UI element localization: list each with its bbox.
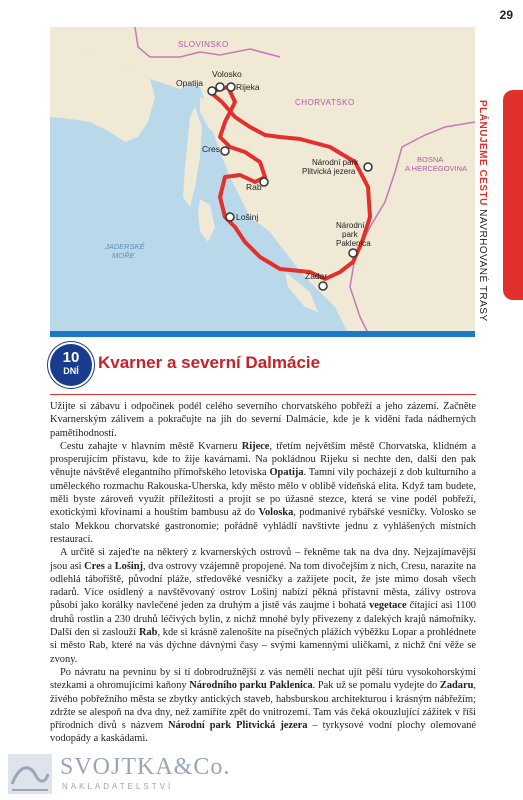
map-label-opatija: Opatija (176, 78, 203, 88)
stop-cres (221, 147, 229, 155)
paragraph-islands: A určitě si zajeďte na některý z kvarnerských ostrovů – řekněme tak na dva dny. Nejzajímavější jsou asi Cres a Lošinj, dva ostrovy vzájemně propojené. Na tom divočejším z nich, Cresu, narazíte na odlehlá tábořiště, původní pláže, středověké vesničky a zažijete pocit, že jste mimo dosah všech radarů. Více osídlený a navštěvovaný ostrov Lošinj nabízí pěkná přístavní města, zálivy ostrova působí jako korálky navlečené jeden za druhým a jistě vás zaujme i bohatá vegetace čítající asi 1100 druhů rostlin a 230 druhů léčivých bylin, z nichž mnohé byly přivezeny z dalekých krajů námořníky. Další den si zaslouží Rab, kde si krásně zalenošíte na písečných plážích výběžku Lopar a prohlédnete si město Rab, které na vás dýchne dávnými časy – svými kamennými uličkami, z nichž ční věže se zvony. (50, 547, 476, 665)
map-label-volosko: Volosko (212, 69, 242, 79)
map-label-zadar: Zadar (305, 271, 328, 281)
map-label-cres: Cres (202, 144, 220, 154)
duration-badge (50, 344, 92, 386)
stop-paklenica (349, 249, 357, 257)
map-label-rab: Rab (246, 182, 262, 192)
map-label-sea-1: JADERSKÉ (105, 242, 145, 251)
map-label-rijeka: Rijeka (236, 82, 260, 92)
route-title: Kvarner a severní Dalmácie (98, 353, 321, 372)
map-label-paklenica-1: Národní (336, 221, 365, 230)
map-edge-strip (50, 331, 475, 337)
map-label-bosnia-1: BOSNA (417, 155, 444, 164)
map-label-slovenia: SLOVINSKO (178, 40, 229, 49)
paragraph-intro: Užijte si zábavu i odpočinek podél celého severního chorvatského pobřeží a jeho zázemí. Začněte Kvarnerským zálivem a pokračujte na jih do severní Dalmácie, kde je k vidění řada nádherných pamětihodností. (50, 401, 476, 439)
publisher-name: SVOJTKA&Co. (60, 754, 231, 780)
map-label-plitvice-2: Plitvická jezera (302, 167, 356, 176)
map-label-sea-2: MOŘE (112, 251, 135, 260)
paragraph-mainland: Po návratu na pevninu by si tí dobrodružnější z vás neměli nechat ujít pěší túru vysokohorskými stezkami a ohromujícími kaňony Národního parku Paklenica. Pak už se pomalu vydejte do Zadaru, živého pobřežního města se zbytky antických staveb, habsburskou architekturou i krásným nábřežím; zdržte se alespoň na dva dny, než zamíříte zpět do vnitrozemí. Tam vás čeká okouzlující zážitek v říši přírodních divů s názvem Národní park Plitvická jezera – tyrkysové vodní plochy olemované vodopády a kaskádami. (50, 666, 477, 745)
map-label-plitvice-1: Národní park (312, 158, 359, 167)
duration-number: 10 (62, 349, 80, 366)
route-map (50, 27, 475, 337)
stop-zadar (319, 282, 327, 290)
publisher-mark-icon (8, 754, 52, 794)
publisher-logo (0, 748, 231, 798)
route-description (50, 400, 476, 746)
publisher-subtitle: NAKLADATELSTVÍ (62, 782, 174, 791)
map-label-bosnia-2: A HERCEGOVINA (405, 164, 468, 173)
map-label-losinj: Lošinj (236, 212, 259, 222)
stop-opatija (208, 87, 216, 95)
page-number: 29 (499, 8, 513, 22)
map-label-croatia: CHORVATSKO (295, 98, 355, 107)
section-tab (503, 90, 523, 300)
stop-rijeka (227, 83, 235, 91)
section-title: PLÁNUJEME CESTU (477, 100, 488, 206)
stop-losinj (226, 213, 234, 221)
stop-volosko (216, 83, 224, 91)
map-label-paklenica-3: Paklenica (336, 239, 371, 248)
route-header (50, 339, 476, 395)
map-label-paklenica-2: park (342, 230, 358, 239)
paragraph-rijeka: Cestu zahajte v hlavním městě Kvarneru Rijece, třetím největším městě Chorvatska, klidném a prosperujícím přístavu, kde to žije kavárnami. Na pokládnou Rijeku si nechte den, další den pak věnujte návštěvě elegantního přímořského letoviska Opatija. Tamní vily pocházejí z dob kulturního a uměleckého rozmachu Rakouska-Uherska, kdy město mělo v oblibě vídeňská elita. Když tam budete, měli byste zároveň využít příležitosti a projít se po úžasné stezce, která se vine podél pobřeží, exotickými křovinami a houštím bambusu až do Voloska, podmanivé rybářské vesničky. Volosko se stalo Mekkou chorvatské gastronomie; pořádně vyhládlí navštivte jednu z vyhlášených místních restaurací. (50, 440, 476, 545)
section-label (468, 100, 488, 340)
stop-plitvice (364, 163, 372, 171)
duration-unit: DNÍ (63, 366, 79, 376)
section-subtitle: NAVRHOVANÉ TRASY (477, 209, 488, 322)
